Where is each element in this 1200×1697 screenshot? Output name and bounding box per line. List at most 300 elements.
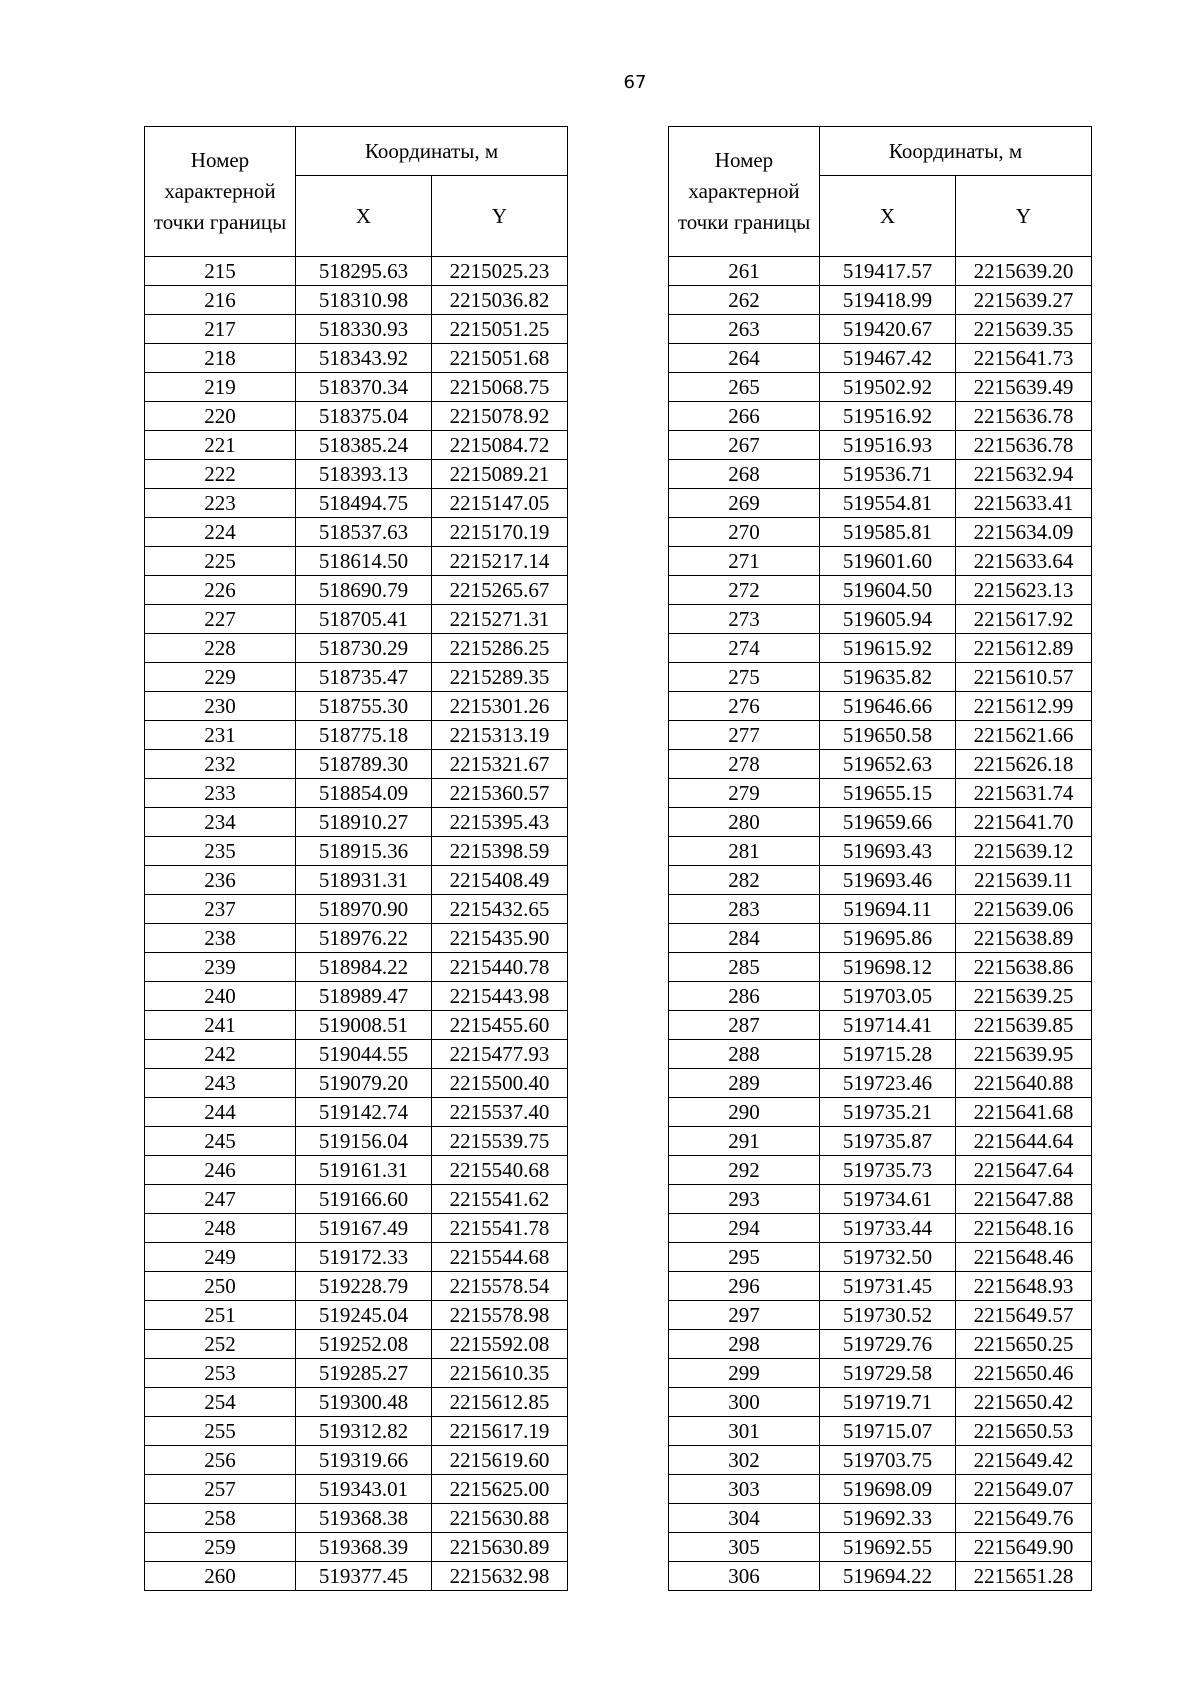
y-coordinate-cell: 2215443.98	[432, 982, 568, 1011]
x-coordinate-cell: 518854.09	[296, 779, 432, 808]
x-coordinate-cell: 519703.05	[820, 982, 956, 1011]
point-number-cell: 273	[669, 605, 820, 634]
point-number-cell: 257	[145, 1475, 296, 1504]
x-coordinate-cell: 519502.92	[820, 373, 956, 402]
point-number-cell: 240	[145, 982, 296, 1011]
table-row	[669, 605, 1092, 634]
y-coordinate-cell: 2215612.99	[956, 692, 1092, 721]
table-row	[145, 982, 568, 1011]
table-row	[145, 460, 568, 489]
x-coordinate-cell: 519601.60	[820, 547, 956, 576]
table-row	[669, 953, 1092, 982]
y-coordinate-cell: 2215025.23	[432, 257, 568, 286]
table-row	[145, 837, 568, 866]
y-coordinate-cell: 2215632.94	[956, 460, 1092, 489]
x-coordinate-cell: 519368.38	[296, 1504, 432, 1533]
x-coordinate-cell: 518370.34	[296, 373, 432, 402]
y-coordinate-cell: 2215578.54	[432, 1272, 568, 1301]
x-coordinate-cell: 519312.82	[296, 1417, 432, 1446]
x-coordinate-cell: 518330.93	[296, 315, 432, 344]
x-coordinate-cell: 519615.92	[820, 634, 956, 663]
y-coordinate-cell: 2215440.78	[432, 953, 568, 982]
point-number-cell: 288	[669, 1040, 820, 1069]
point-number-cell: 281	[669, 837, 820, 866]
y-coordinate-cell: 2215578.98	[432, 1301, 568, 1330]
y-coordinate-cell: 2215631.74	[956, 779, 1092, 808]
table-row	[145, 1069, 568, 1098]
header-point-number: Номер характерной точки границы	[669, 127, 820, 257]
x-coordinate-cell: 518730.29	[296, 634, 432, 663]
point-number-cell: 299	[669, 1359, 820, 1388]
x-coordinate-cell: 518494.75	[296, 489, 432, 518]
point-number-cell: 289	[669, 1069, 820, 1098]
y-coordinate-cell: 2215051.68	[432, 344, 568, 373]
point-number-cell: 294	[669, 1214, 820, 1243]
y-coordinate-cell: 2215612.85	[432, 1388, 568, 1417]
table-row	[145, 1359, 568, 1388]
y-coordinate-cell: 2215639.06	[956, 895, 1092, 924]
x-coordinate-cell: 519635.82	[820, 663, 956, 692]
point-number-cell: 292	[669, 1156, 820, 1185]
y-coordinate-cell: 2215619.60	[432, 1446, 568, 1475]
x-coordinate-cell: 519161.31	[296, 1156, 432, 1185]
coordinates-table-right	[668, 126, 1092, 1591]
point-number-cell: 272	[669, 576, 820, 605]
table-row	[669, 1011, 1092, 1040]
x-coordinate-cell: 519692.55	[820, 1533, 956, 1562]
point-number-cell: 266	[669, 402, 820, 431]
point-number-cell: 301	[669, 1417, 820, 1446]
x-coordinate-cell: 519343.01	[296, 1475, 432, 1504]
point-number-cell: 221	[145, 431, 296, 460]
point-number-cell: 234	[145, 808, 296, 837]
point-number-cell: 283	[669, 895, 820, 924]
y-coordinate-cell: 2215638.89	[956, 924, 1092, 953]
point-number-cell: 229	[145, 663, 296, 692]
table-row	[145, 1417, 568, 1446]
table-row	[145, 924, 568, 953]
point-number-cell: 278	[669, 750, 820, 779]
point-number-cell: 265	[669, 373, 820, 402]
point-number-cell: 296	[669, 1272, 820, 1301]
point-number-cell: 237	[145, 895, 296, 924]
table-row	[145, 779, 568, 808]
point-number-cell: 267	[669, 431, 820, 460]
table-row	[145, 1446, 568, 1475]
x-coordinate-cell: 518537.63	[296, 518, 432, 547]
table-row	[145, 518, 568, 547]
x-coordinate-cell: 519516.93	[820, 431, 956, 460]
y-coordinate-cell: 2215630.89	[432, 1533, 568, 1562]
table-row	[669, 779, 1092, 808]
y-coordinate-cell: 2215641.68	[956, 1098, 1092, 1127]
table-row	[669, 1388, 1092, 1417]
x-coordinate-cell: 518375.04	[296, 402, 432, 431]
x-coordinate-cell: 518690.79	[296, 576, 432, 605]
table-row	[669, 373, 1092, 402]
y-coordinate-cell: 2215650.46	[956, 1359, 1092, 1388]
x-coordinate-cell: 519694.11	[820, 895, 956, 924]
point-number-cell: 262	[669, 286, 820, 315]
x-coordinate-cell: 519245.04	[296, 1301, 432, 1330]
y-coordinate-cell: 2215068.75	[432, 373, 568, 402]
point-number-cell: 219	[145, 373, 296, 402]
point-number-cell: 251	[145, 1301, 296, 1330]
point-number-cell: 232	[145, 750, 296, 779]
header-x: X	[296, 176, 432, 257]
y-coordinate-cell: 2215078.92	[432, 402, 568, 431]
point-number-cell: 284	[669, 924, 820, 953]
y-coordinate-cell: 2215432.65	[432, 895, 568, 924]
table-row	[145, 605, 568, 634]
page-number: 67	[623, 72, 647, 93]
point-number-cell: 228	[145, 634, 296, 663]
point-number-cell: 306	[669, 1562, 820, 1591]
x-coordinate-cell: 519079.20	[296, 1069, 432, 1098]
table-row	[669, 721, 1092, 750]
table-row	[145, 953, 568, 982]
table-row	[669, 1359, 1092, 1388]
y-coordinate-cell: 2215647.88	[956, 1185, 1092, 1214]
y-coordinate-cell: 2215639.12	[956, 837, 1092, 866]
x-coordinate-cell: 518385.24	[296, 431, 432, 460]
x-coordinate-cell: 518343.92	[296, 344, 432, 373]
x-coordinate-cell: 518755.30	[296, 692, 432, 721]
header-coordinates: Координаты, м	[296, 127, 568, 176]
x-coordinate-cell: 519044.55	[296, 1040, 432, 1069]
x-coordinate-cell: 519285.27	[296, 1359, 432, 1388]
point-number-cell: 233	[145, 779, 296, 808]
table-row	[669, 1243, 1092, 1272]
y-coordinate-cell: 2215633.41	[956, 489, 1092, 518]
table-row	[669, 1301, 1092, 1330]
x-coordinate-cell: 519156.04	[296, 1127, 432, 1156]
point-number-cell: 277	[669, 721, 820, 750]
x-coordinate-cell: 518976.22	[296, 924, 432, 953]
y-coordinate-cell: 2215036.82	[432, 286, 568, 315]
point-number-cell: 225	[145, 547, 296, 576]
y-coordinate-cell: 2215626.18	[956, 750, 1092, 779]
y-coordinate-cell: 2215170.19	[432, 518, 568, 547]
y-coordinate-cell: 2215649.57	[956, 1301, 1092, 1330]
point-number-cell: 253	[145, 1359, 296, 1388]
y-coordinate-cell: 2215632.98	[432, 1562, 568, 1591]
y-coordinate-cell: 2215648.16	[956, 1214, 1092, 1243]
table-row	[669, 1446, 1092, 1475]
y-coordinate-cell: 2215648.46	[956, 1243, 1092, 1272]
y-coordinate-cell: 2215649.42	[956, 1446, 1092, 1475]
x-coordinate-cell: 518705.41	[296, 605, 432, 634]
x-coordinate-cell: 518310.98	[296, 286, 432, 315]
x-coordinate-cell: 519368.39	[296, 1533, 432, 1562]
y-coordinate-cell: 2215500.40	[432, 1069, 568, 1098]
x-coordinate-cell: 518931.31	[296, 866, 432, 895]
table-row	[145, 1533, 568, 1562]
y-coordinate-cell: 2215641.73	[956, 344, 1092, 373]
point-number-cell: 269	[669, 489, 820, 518]
y-coordinate-cell: 2215636.78	[956, 402, 1092, 431]
y-coordinate-cell: 2215395.43	[432, 808, 568, 837]
table-row	[669, 286, 1092, 315]
table-row	[145, 808, 568, 837]
table-row	[145, 1040, 568, 1069]
y-coordinate-cell: 2215639.25	[956, 982, 1092, 1011]
point-number-cell: 293	[669, 1185, 820, 1214]
x-coordinate-cell: 518735.47	[296, 663, 432, 692]
point-number-cell: 241	[145, 1011, 296, 1040]
table-row	[669, 257, 1092, 286]
y-coordinate-cell: 2215650.53	[956, 1417, 1092, 1446]
table-row	[145, 721, 568, 750]
point-number-cell: 304	[669, 1504, 820, 1533]
point-number-cell: 218	[145, 344, 296, 373]
x-coordinate-cell: 519420.67	[820, 315, 956, 344]
point-number-cell: 248	[145, 1214, 296, 1243]
y-coordinate-cell: 2215321.67	[432, 750, 568, 779]
header-y: Y	[956, 176, 1092, 257]
table-row	[145, 1562, 568, 1591]
table-row	[669, 750, 1092, 779]
table-row	[669, 837, 1092, 866]
y-coordinate-cell: 2215630.88	[432, 1504, 568, 1533]
y-coordinate-cell: 2215639.20	[956, 257, 1092, 286]
x-coordinate-cell: 519735.21	[820, 1098, 956, 1127]
x-coordinate-cell: 519536.71	[820, 460, 956, 489]
point-number-cell: 256	[145, 1446, 296, 1475]
table-row	[145, 576, 568, 605]
x-coordinate-cell: 519730.52	[820, 1301, 956, 1330]
y-coordinate-cell: 2215634.09	[956, 518, 1092, 547]
table-row	[145, 866, 568, 895]
table-row	[145, 402, 568, 431]
point-number-cell: 223	[145, 489, 296, 518]
header-y: Y	[432, 176, 568, 257]
x-coordinate-cell: 519731.45	[820, 1272, 956, 1301]
y-coordinate-cell: 2215638.86	[956, 953, 1092, 982]
y-coordinate-cell: 2215089.21	[432, 460, 568, 489]
y-coordinate-cell: 2215639.11	[956, 866, 1092, 895]
x-coordinate-cell: 519228.79	[296, 1272, 432, 1301]
table-row	[669, 1533, 1092, 1562]
point-number-cell: 290	[669, 1098, 820, 1127]
point-number-cell: 236	[145, 866, 296, 895]
table-row	[669, 576, 1092, 605]
point-number-cell: 305	[669, 1533, 820, 1562]
table-row	[669, 402, 1092, 431]
table-row	[145, 1504, 568, 1533]
table-row	[669, 1156, 1092, 1185]
y-coordinate-cell: 2215265.67	[432, 576, 568, 605]
x-coordinate-cell: 518789.30	[296, 750, 432, 779]
table-row	[145, 315, 568, 344]
table-row	[669, 982, 1092, 1011]
point-number-cell: 270	[669, 518, 820, 547]
point-number-cell: 227	[145, 605, 296, 634]
y-coordinate-cell: 2215623.13	[956, 576, 1092, 605]
table-row	[145, 663, 568, 692]
y-coordinate-cell: 2215639.49	[956, 373, 1092, 402]
point-number-cell: 224	[145, 518, 296, 547]
x-coordinate-cell: 519008.51	[296, 1011, 432, 1040]
table-row	[669, 315, 1092, 344]
x-coordinate-cell: 519166.60	[296, 1185, 432, 1214]
y-coordinate-cell: 2215636.78	[956, 431, 1092, 460]
point-number-cell: 263	[669, 315, 820, 344]
y-coordinate-cell: 2215639.95	[956, 1040, 1092, 1069]
x-coordinate-cell: 519604.50	[820, 576, 956, 605]
point-number-cell: 303	[669, 1475, 820, 1504]
table-row	[145, 1185, 568, 1214]
table-row	[669, 663, 1092, 692]
point-number-cell: 298	[669, 1330, 820, 1359]
x-coordinate-cell: 519695.86	[820, 924, 956, 953]
point-number-cell: 261	[669, 257, 820, 286]
x-coordinate-cell: 519467.42	[820, 344, 956, 373]
y-coordinate-cell: 2215610.57	[956, 663, 1092, 692]
y-coordinate-cell: 2215644.64	[956, 1127, 1092, 1156]
x-coordinate-cell: 518915.36	[296, 837, 432, 866]
x-coordinate-cell: 519735.87	[820, 1127, 956, 1156]
x-coordinate-cell: 519733.44	[820, 1214, 956, 1243]
x-coordinate-cell: 519585.81	[820, 518, 956, 547]
point-number-cell: 254	[145, 1388, 296, 1417]
x-coordinate-cell: 519693.46	[820, 866, 956, 895]
point-number-cell: 286	[669, 982, 820, 1011]
x-coordinate-cell: 519554.81	[820, 489, 956, 518]
x-coordinate-cell: 518910.27	[296, 808, 432, 837]
x-coordinate-cell: 519646.66	[820, 692, 956, 721]
table-row	[145, 1011, 568, 1040]
point-number-cell: 297	[669, 1301, 820, 1330]
point-number-cell: 279	[669, 779, 820, 808]
point-number-cell: 242	[145, 1040, 296, 1069]
x-coordinate-cell: 518614.50	[296, 547, 432, 576]
point-number-cell: 264	[669, 344, 820, 373]
x-coordinate-cell: 518989.47	[296, 982, 432, 1011]
table-row	[145, 373, 568, 402]
y-coordinate-cell: 2215651.28	[956, 1562, 1092, 1591]
x-coordinate-cell: 519252.08	[296, 1330, 432, 1359]
y-coordinate-cell: 2215408.49	[432, 866, 568, 895]
table-body-left	[145, 257, 568, 1591]
point-number-cell: 231	[145, 721, 296, 750]
table-row	[145, 1156, 568, 1185]
table-row	[669, 1069, 1092, 1098]
x-coordinate-cell: 519723.46	[820, 1069, 956, 1098]
table-row	[145, 1243, 568, 1272]
point-number-cell: 217	[145, 315, 296, 344]
table-body-right	[669, 257, 1092, 1591]
point-number-cell: 246	[145, 1156, 296, 1185]
point-number-cell: 230	[145, 692, 296, 721]
x-coordinate-cell: 519698.09	[820, 1475, 956, 1504]
y-coordinate-cell: 2215360.57	[432, 779, 568, 808]
x-coordinate-cell: 519377.45	[296, 1562, 432, 1591]
table-row	[669, 431, 1092, 460]
point-number-cell: 239	[145, 953, 296, 982]
point-number-cell: 216	[145, 286, 296, 315]
table-row	[669, 1475, 1092, 1504]
y-coordinate-cell: 2215649.90	[956, 1533, 1092, 1562]
table-row	[669, 1098, 1092, 1127]
y-coordinate-cell: 2215435.90	[432, 924, 568, 953]
x-coordinate-cell: 519693.43	[820, 837, 956, 866]
point-number-cell: 300	[669, 1388, 820, 1417]
x-coordinate-cell: 519698.12	[820, 953, 956, 982]
table-row	[669, 547, 1092, 576]
y-coordinate-cell: 2215610.35	[432, 1359, 568, 1388]
point-number-cell: 282	[669, 866, 820, 895]
y-coordinate-cell: 2215537.40	[432, 1098, 568, 1127]
x-coordinate-cell: 518295.63	[296, 257, 432, 286]
point-number-cell: 247	[145, 1185, 296, 1214]
y-coordinate-cell: 2215271.31	[432, 605, 568, 634]
x-coordinate-cell: 518970.90	[296, 895, 432, 924]
point-number-cell: 226	[145, 576, 296, 605]
x-coordinate-cell: 518984.22	[296, 953, 432, 982]
x-coordinate-cell: 519729.76	[820, 1330, 956, 1359]
point-number-cell: 271	[669, 547, 820, 576]
table-row	[669, 460, 1092, 489]
y-coordinate-cell: 2215641.70	[956, 808, 1092, 837]
x-coordinate-cell: 519732.50	[820, 1243, 956, 1272]
point-number-cell: 215	[145, 257, 296, 286]
y-coordinate-cell: 2215544.68	[432, 1243, 568, 1272]
y-coordinate-cell: 2215625.00	[432, 1475, 568, 1504]
y-coordinate-cell: 2215648.93	[956, 1272, 1092, 1301]
table-row	[669, 1272, 1092, 1301]
x-coordinate-cell: 519659.66	[820, 808, 956, 837]
y-coordinate-cell: 2215301.26	[432, 692, 568, 721]
x-coordinate-cell: 519735.73	[820, 1156, 956, 1185]
coordinates-table-left	[144, 126, 568, 1591]
point-number-cell: 244	[145, 1098, 296, 1127]
point-number-cell: 274	[669, 634, 820, 663]
y-coordinate-cell: 2215647.64	[956, 1156, 1092, 1185]
x-coordinate-cell: 519319.66	[296, 1446, 432, 1475]
point-number-cell: 285	[669, 953, 820, 982]
y-coordinate-cell: 2215084.72	[432, 431, 568, 460]
table-row	[145, 1330, 568, 1359]
y-coordinate-cell: 2215313.19	[432, 721, 568, 750]
y-coordinate-cell: 2215633.64	[956, 547, 1092, 576]
y-coordinate-cell: 2215540.68	[432, 1156, 568, 1185]
table-row	[145, 1272, 568, 1301]
y-coordinate-cell: 2215650.42	[956, 1388, 1092, 1417]
x-coordinate-cell: 519714.41	[820, 1011, 956, 1040]
x-coordinate-cell: 519715.28	[820, 1040, 956, 1069]
y-coordinate-cell: 2215639.85	[956, 1011, 1092, 1040]
point-number-cell: 238	[145, 924, 296, 953]
table-row	[669, 1562, 1092, 1591]
header-coordinates: Координаты, м	[820, 127, 1092, 176]
y-coordinate-cell: 2215649.76	[956, 1504, 1092, 1533]
table-row	[145, 1475, 568, 1504]
point-number-cell: 249	[145, 1243, 296, 1272]
y-coordinate-cell: 2215617.19	[432, 1417, 568, 1446]
table-row	[145, 895, 568, 924]
point-number-cell: 220	[145, 402, 296, 431]
x-coordinate-cell: 519172.33	[296, 1243, 432, 1272]
y-coordinate-cell: 2215592.08	[432, 1330, 568, 1359]
x-coordinate-cell: 519703.75	[820, 1446, 956, 1475]
x-coordinate-cell: 518775.18	[296, 721, 432, 750]
point-number-cell: 276	[669, 692, 820, 721]
table-row	[145, 547, 568, 576]
x-coordinate-cell: 519734.61	[820, 1185, 956, 1214]
x-coordinate-cell: 519417.57	[820, 257, 956, 286]
x-coordinate-cell: 519167.49	[296, 1214, 432, 1243]
